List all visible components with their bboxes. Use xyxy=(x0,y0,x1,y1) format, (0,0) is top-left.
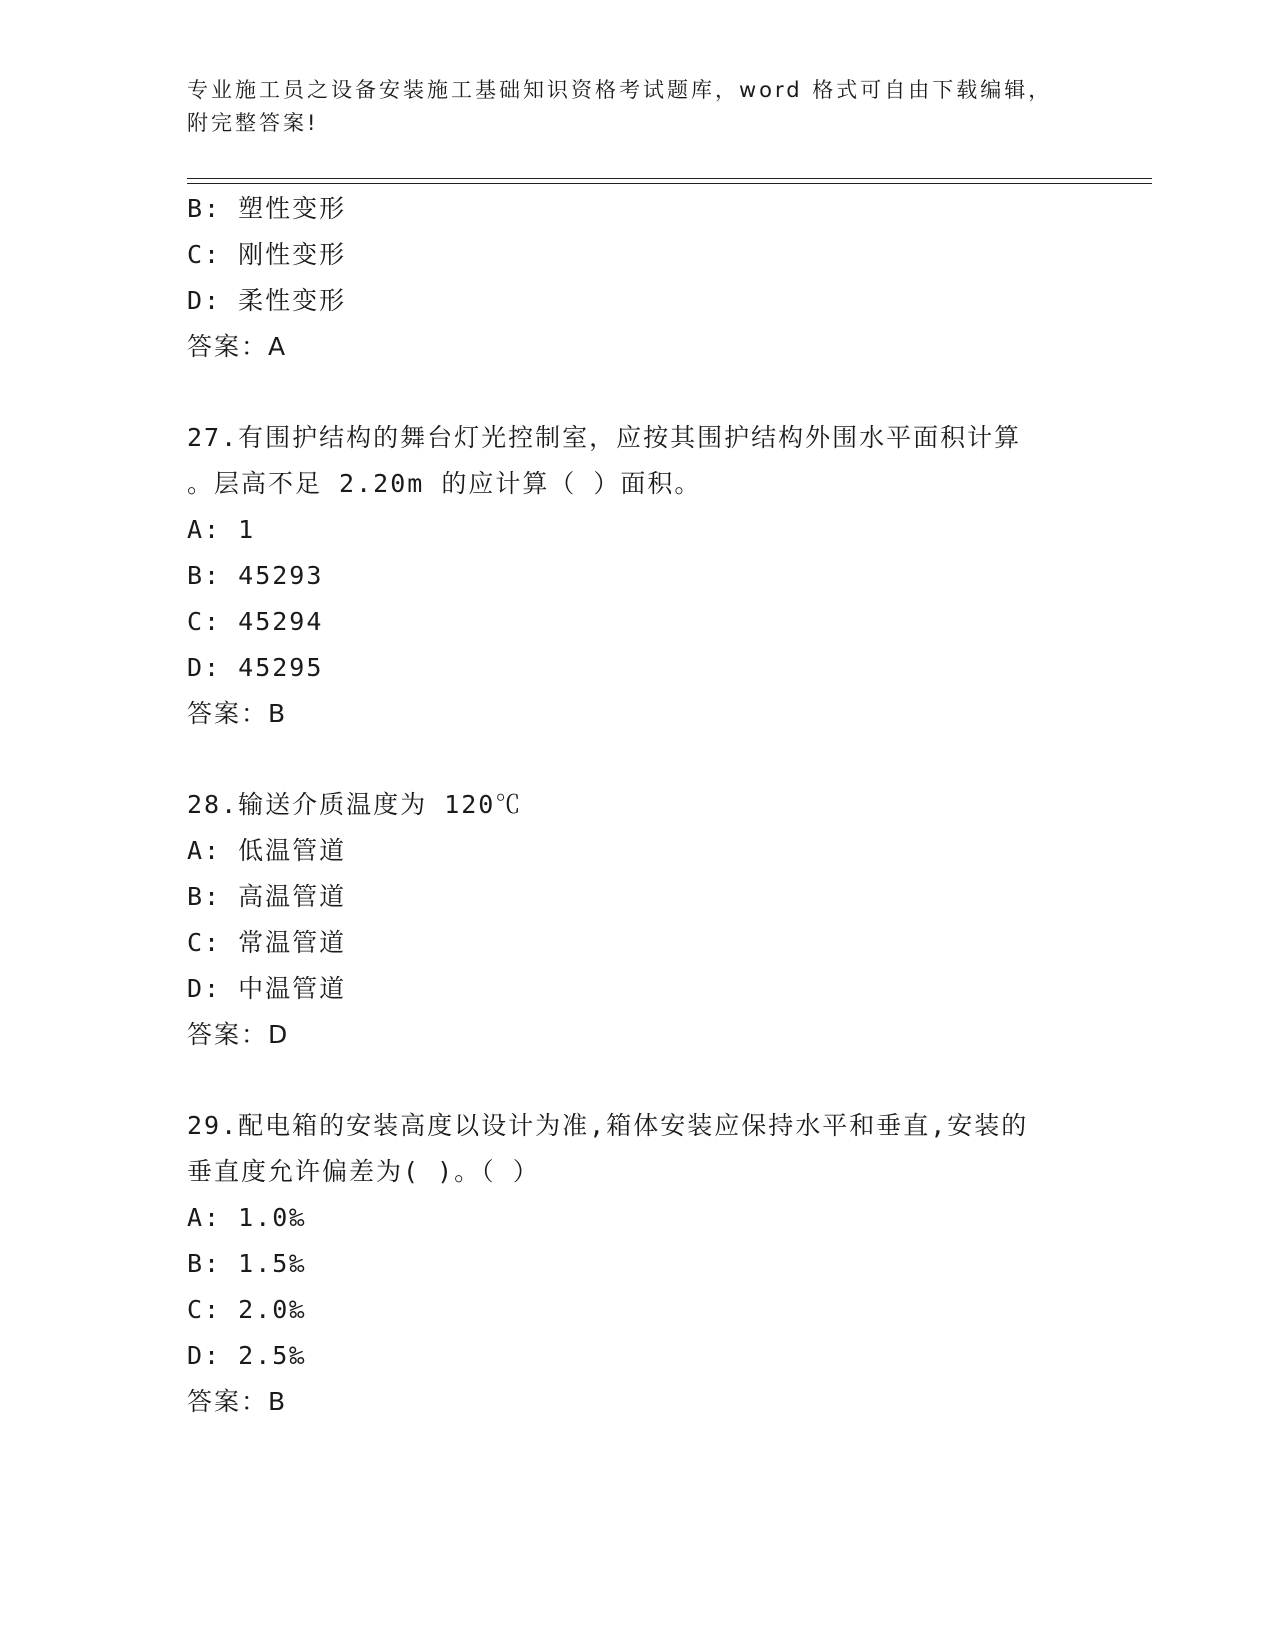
question-stem: 29.配电箱的安装高度以设计为准,箱体安装应保持水平和垂直,安装的 xyxy=(187,1111,1029,1140)
option-d: D: 2.5‰ xyxy=(187,1341,307,1370)
option-b: B: 高温管道 xyxy=(187,882,347,911)
option-c: C: 2.0‰ xyxy=(187,1295,307,1324)
option-a: A: 低温管道 xyxy=(187,836,347,865)
answer-line: 答案：A xyxy=(187,332,288,361)
answer-line: 答案：D xyxy=(187,1020,290,1049)
question-29-block xyxy=(187,1103,1087,1425)
header-line-2: 附完整答案! xyxy=(187,111,319,135)
option-d: D: 中温管道 xyxy=(187,974,347,1003)
spacer xyxy=(187,737,1087,782)
option-a: A: 1 xyxy=(187,515,256,544)
question-stem: 28.输送介质温度为 120℃ xyxy=(187,790,523,819)
answer-line: 答案：B xyxy=(187,1387,288,1416)
option-c: C: 45294 xyxy=(187,607,324,636)
option-b: B: 45293 xyxy=(187,561,324,590)
question-28-block xyxy=(187,782,1087,1058)
option-b: B: 1.5‰ xyxy=(187,1249,307,1278)
answer-line: 答案：B xyxy=(187,699,288,728)
option-d: D: 柔性变形 xyxy=(187,286,347,315)
spacer xyxy=(187,370,1087,415)
option-c: C: 常温管道 xyxy=(187,928,347,957)
header-line-1: 专业施工员之设备安装施工基础知识资格考试题库，word 格式可自由下载编辑， xyxy=(187,78,1053,102)
spacer xyxy=(187,1058,1087,1103)
question-26-block xyxy=(187,186,1087,370)
option-b: B: 塑性变形 xyxy=(187,194,347,223)
question-stem-continued: 垂直度允许偏差为( )。（ ） xyxy=(187,1157,540,1186)
option-a: A: 1.0‰ xyxy=(187,1203,307,1232)
question-stem-continued: 。层高不足 2.20m 的应计算（ ）面积。 xyxy=(187,469,702,498)
header-divider-bottom xyxy=(187,183,1152,184)
question-list xyxy=(187,186,1087,1425)
header-divider-top xyxy=(187,178,1152,179)
document-header xyxy=(187,74,1067,140)
question-stem: 27.有围护结构的舞台灯光控制室，应按其围护结构外围水平面积计算 xyxy=(187,423,1022,452)
option-d: D: 45295 xyxy=(187,653,324,682)
option-c: C: 刚性变形 xyxy=(187,240,347,269)
question-27-block xyxy=(187,415,1087,737)
